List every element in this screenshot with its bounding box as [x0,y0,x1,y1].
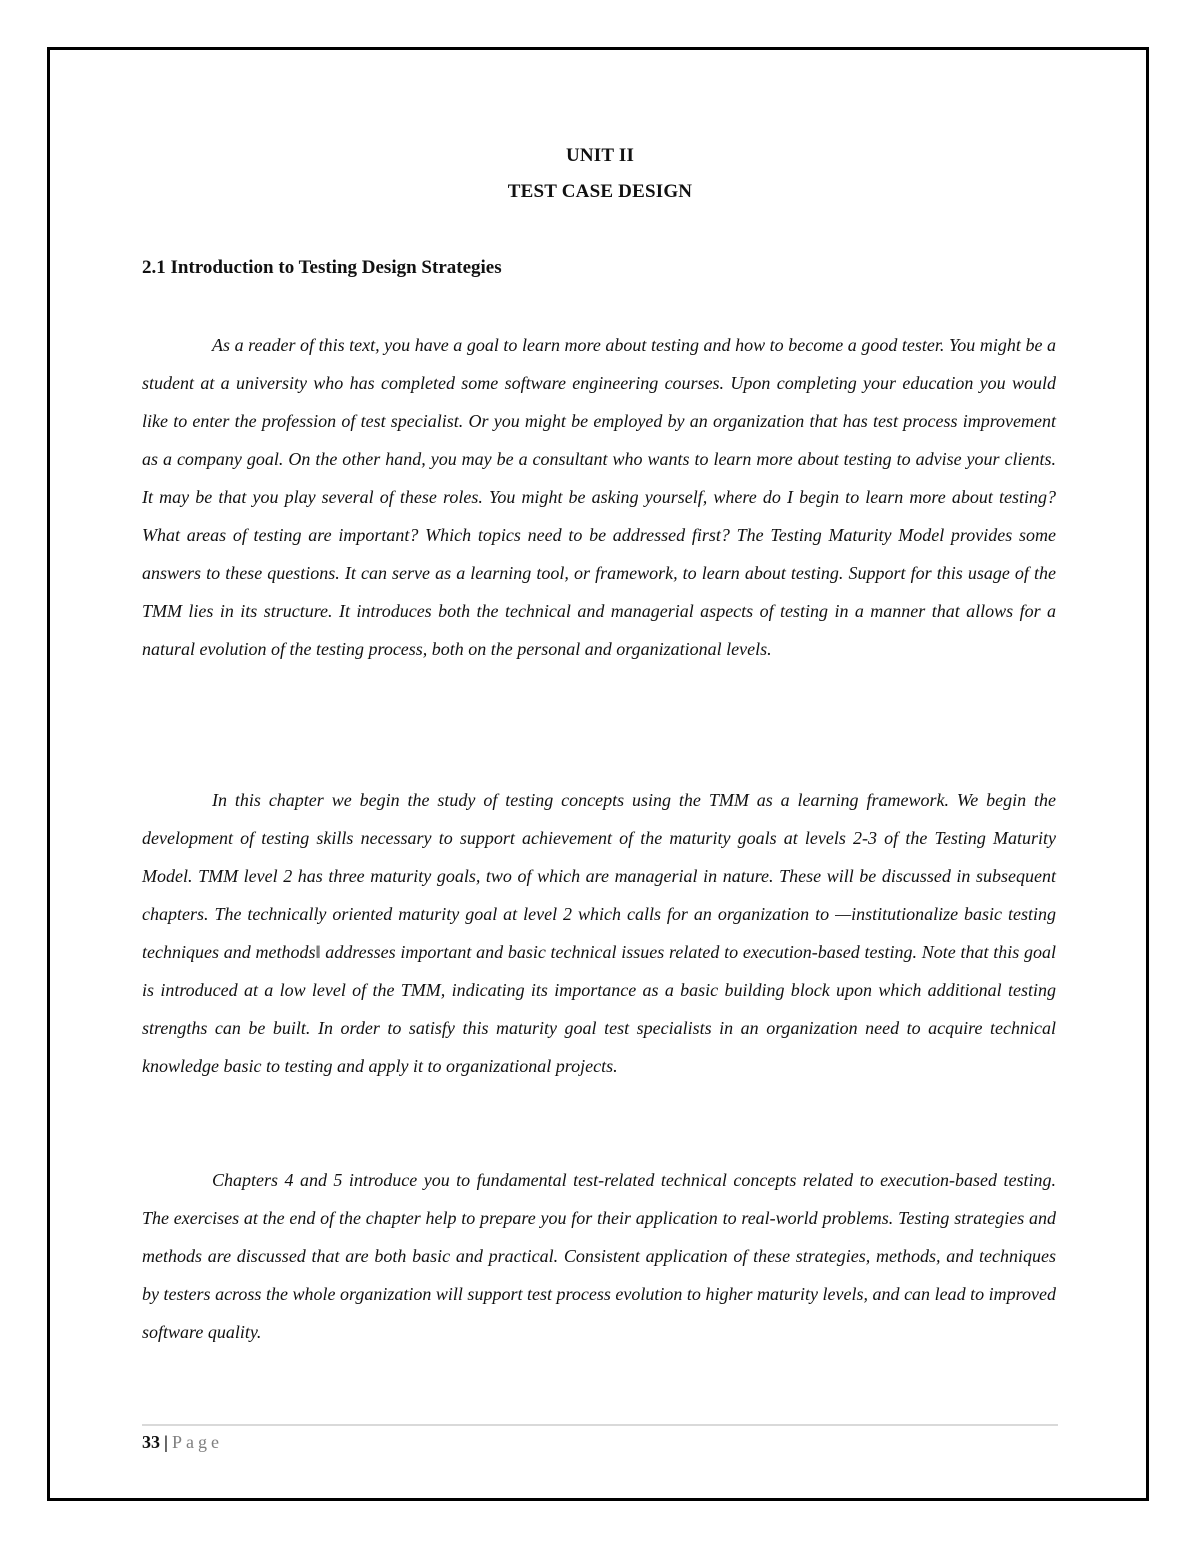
page-label: Page [171,1432,223,1452]
section-heading: 2.1 Introduction to Testing Design Strategies [142,257,502,278]
paragraph-2: In this chapter we begin the study of testing concepts using the TMM as a learning framework. We begin the development of testing skills necessary to support achievement of the maturity goals at levels 2-3 of the Testing Maturity Model. TMM level 2 has three maturity goals, two of which are managerial in nature. These will be discussed in subsequent chapters. The technically oriented maturity goal at level 2 which calls for an organization to —institutionalize basic testing techniques and methods‖ addresses important and basic technical issues related to execution-based testing. Note that this goal is introduced at a low level of the TMM, indicating its importance as a basic building block upon which additional testing strengths can be built. In order to satisfy this maturity goal test specialists in an organization need to acquire technical knowledge basic to testing and apply it to organizational projects. [142,790,1056,1076]
page-separator: | [164,1432,168,1452]
page-number: 33 [142,1432,160,1452]
paragraph-3: Chapters 4 and 5 introduce you to fundamental test-related technical concepts related to execution-based testing. The exercises at the end of the chapter help to prepare you for their application to real-world problems. Testing strategies and methods are discussed that are both basic and practical. Consistent application of these strategies, methods, and techniques by testers across the whole organization will support test process evolution to higher maturity levels, and can lead to improved software quality. [142,1170,1056,1342]
page-footer [142,1432,223,1453]
footer-divider [142,1424,1058,1426]
unit-title: UNIT II [565,145,635,166]
paragraph-1: As a reader of this text, you have a goal to learn more about testing and how to become a good tester. You might be a student at a university who has completed some software engineering courses. Upon completing your education you would like to enter the profession of test specialist. Or you might be employed by an organization that has test process improvement as a company goal. On the other hand, you may be a consultant who wants to learn more about testing to advise your clients. It may be that you play several of these roles. You might be asking yourself, where do I begin to learn more about testing? What areas of testing are important? Which topics need to be addressed first? The Testing Maturity Model provides some answers to these questions. It can serve as a learning tool, or framework, to learn about testing. Support for this usage of the TMM lies in its structure. It introduces both the technical and managerial aspects of testing in a manner that allows for a natural evolution of the testing process, both on the personal and organizational levels. [142,335,1056,659]
chapter-title: TEST CASE DESIGN [507,181,693,202]
